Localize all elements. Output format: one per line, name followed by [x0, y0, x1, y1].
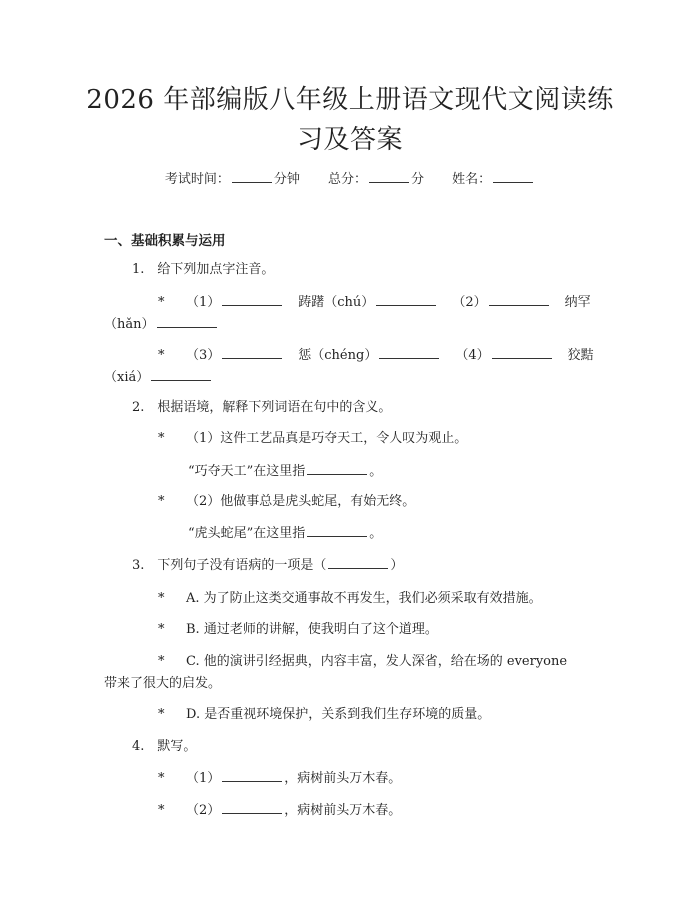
q4-line1: [158, 769, 401, 788]
q1-item4-answer[interactable]: [151, 368, 211, 381]
q3-option-d-text: D. 是否重视环境保护，关系到我们生存环境的质量。: [186, 707, 491, 722]
bullet: *: [158, 622, 165, 637]
q4-line1-blank[interactable]: [222, 769, 282, 782]
q2-sentence1: [158, 430, 467, 448]
q1-item1-answer[interactable]: [376, 293, 436, 306]
score-unit: 分: [411, 172, 425, 187]
q1-row1: [158, 293, 591, 312]
bullet: *: [158, 348, 165, 363]
q1-item2-blank[interactable]: [489, 293, 549, 306]
q2-answer2-blank[interactable]: [307, 524, 367, 537]
q1-row1-cont: [104, 315, 219, 334]
q4-stem: 4. 默写。: [132, 739, 197, 754]
q2-sentence2-text: （2）他做事总是虎头蛇尾，有始无终。: [186, 494, 416, 509]
period: 。: [369, 464, 383, 479]
period: 。: [369, 526, 383, 541]
q3-option-b-text: B. 通过老师的讲解，使我明白了这个道理。: [186, 622, 438, 637]
q3-option-d[interactable]: [158, 706, 490, 724]
q2-answer1-blank[interactable]: [307, 462, 367, 475]
bullet: *: [158, 295, 165, 310]
page-title-line2: 习及答案: [296, 125, 403, 155]
time-blank[interactable]: [232, 170, 272, 183]
bullet: *: [158, 803, 165, 818]
q4-line2: [158, 801, 401, 820]
q1-item2-answer[interactable]: [157, 315, 217, 328]
q3-answer-blank[interactable]: [328, 556, 388, 569]
q4-line2-num: （2）: [186, 803, 221, 818]
bullet: *: [158, 431, 165, 446]
q1-item1-num: （1）: [186, 295, 221, 310]
bullet: *: [158, 494, 165, 509]
q3-option-c-text: C. 他的演讲引经据典，内容丰富，发人深省，给在场的 everyone: [186, 654, 568, 669]
score-blank[interactable]: [369, 170, 409, 183]
q1-item1-word: 踌躇（chú）: [298, 295, 375, 310]
q3-stem-text: 3. 下列句子没有语病的一项是（: [132, 558, 327, 573]
q1-item4-blank[interactable]: [492, 346, 552, 359]
q3-option-c-cont: 带来了很大的启发。: [104, 676, 222, 691]
q2-sentence1-text: （1）这件工艺品真是巧夺天工，令人叹为观止。: [186, 431, 468, 446]
q1-row2-cont: [104, 368, 213, 387]
q1-row2: [158, 346, 594, 365]
q4-line1-tail: ，病树前头万木春。: [284, 771, 402, 786]
q3-stem: [132, 556, 403, 575]
bullet: *: [158, 771, 165, 786]
q1-item3-num: （3）: [186, 348, 221, 363]
q1-item3-answer[interactable]: [379, 346, 439, 359]
q1-item2-word: 纳罕: [564, 295, 591, 310]
time-label: 考试时间：: [164, 172, 230, 187]
q4-line2-tail: ，病树前头万木春。: [284, 803, 402, 818]
q2-prompt2-text: “虎头蛇尾”在这里指: [188, 526, 306, 541]
q2-prompt2: [188, 524, 382, 543]
bullet: *: [158, 591, 165, 606]
q3-option-a-text: A. 为了防止这类交通事故不再发生，我们必须采取有效措施。: [186, 591, 542, 606]
time-unit: 分钟: [273, 172, 300, 187]
q1-item4-num: （4）: [455, 348, 490, 363]
section-heading: 一、基础积累与运用: [104, 233, 226, 249]
page-title-line1: 2026 年部编版八年级上册语文现代文阅读练: [86, 85, 614, 115]
q4-line1-num: （1）: [186, 771, 221, 786]
q3-stem-close: ）: [390, 558, 404, 573]
q3-option-c[interactable]: [158, 653, 567, 671]
q1-item1-blank[interactable]: [222, 293, 282, 306]
score-label: 总分：: [327, 172, 367, 187]
name-field: [452, 172, 535, 187]
q1-item2-pinyin: （hǎn）: [104, 317, 155, 332]
q1-item4-word: 狡黠: [567, 348, 594, 363]
q2-prompt1: [188, 462, 382, 481]
q3-option-b[interactable]: [158, 621, 438, 639]
q1-item3-word: 惩（chéng）: [298, 348, 378, 363]
name-blank[interactable]: [493, 170, 533, 183]
q2-prompt1-text: “巧夺天工”在这里指: [188, 464, 306, 479]
q3-option-a[interactable]: [158, 590, 542, 608]
q4-line2-blank[interactable]: [222, 801, 282, 814]
q2-stem: 2. 根据语境，解释下列词语在句中的含义。: [132, 400, 392, 415]
bullet: *: [158, 654, 165, 669]
q1-item3-blank[interactable]: [222, 346, 282, 359]
q1-item2-num: （2）: [452, 295, 487, 310]
exam-time-field: [165, 172, 300, 187]
score-field: [328, 172, 424, 187]
name-label: 姓名：: [452, 172, 492, 187]
q2-sentence2: [158, 493, 415, 511]
q1-stem: 1. 给下列加点字注音。: [132, 262, 275, 277]
q1-item4-pinyin: （xiá）: [104, 370, 150, 385]
bullet: *: [158, 707, 165, 722]
exam-info: [0, 168, 700, 187]
